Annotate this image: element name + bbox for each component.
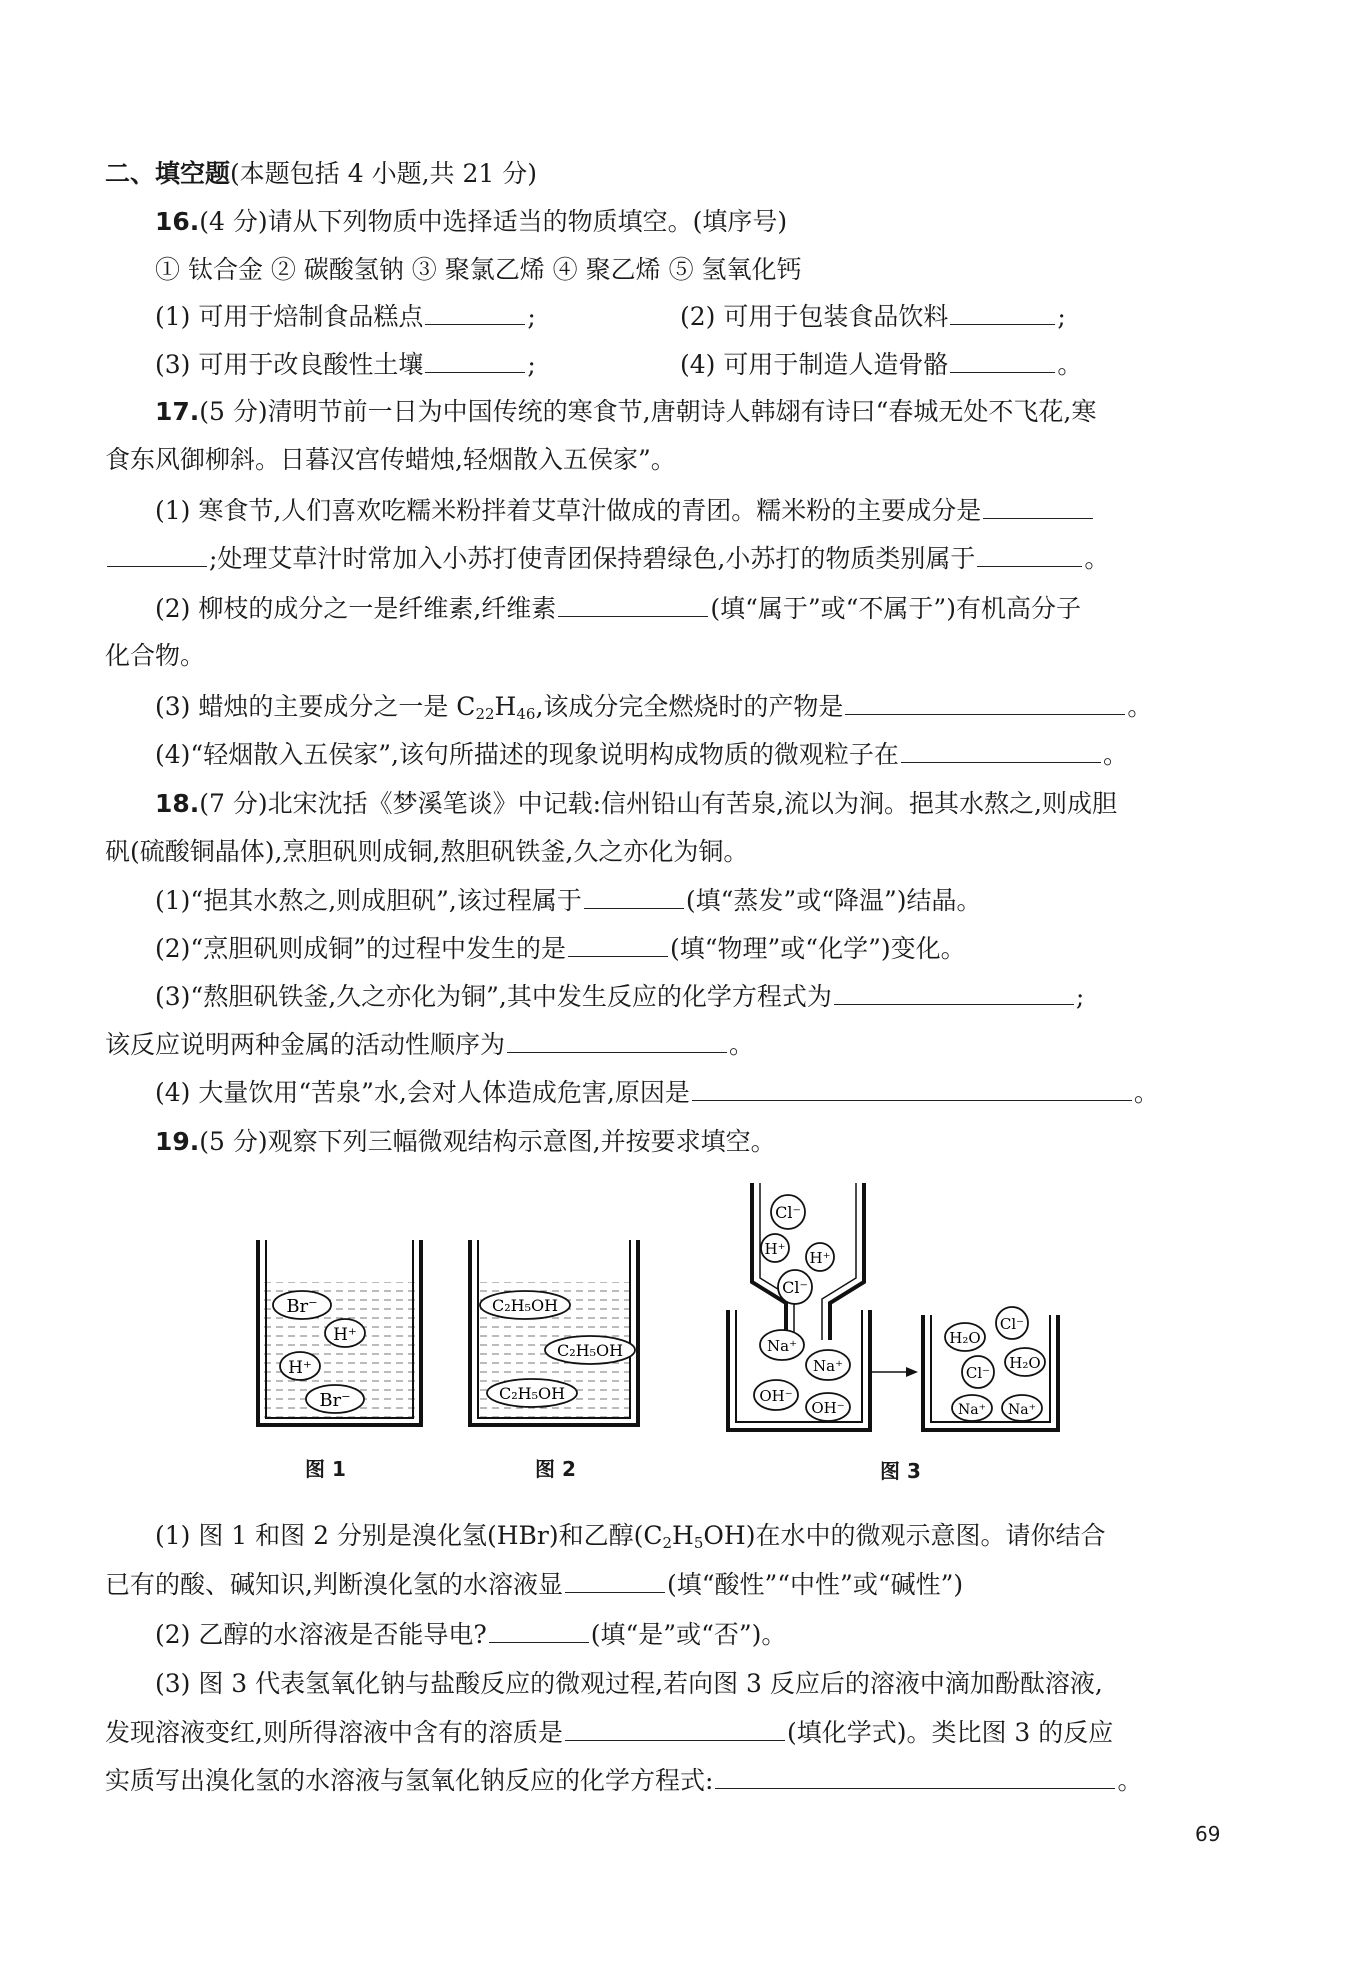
q17-stem-text: (5 分)清明节前一日为中国传统的寒食节,唐朝诗人韩翃有诗曰“春城无处不飞花,寒 [199,397,1097,426]
subscript: 5 [693,1534,704,1552]
q19-stem-text: (5 分)观察下列三幅微观结构示意图,并按要求填空。 [199,1127,776,1156]
q18-part2-text2: (填“物理”或“化学”)变化。 [669,934,966,963]
ion-label: OH⁻ [811,1399,845,1417]
subscript: 22 [475,705,495,723]
q19-part3-cont2 [105,1762,1142,1799]
punct: 。 [1102,740,1128,769]
q19-part1-text2: OH)在水中的微观示意图。请你结合 [703,1521,1106,1550]
molecule-label: C₂H₅OH [491,1296,559,1315]
ion-label: H⁺ [288,1358,312,1378]
q19-part1-text: (1) 图 1 和图 2 分别是溴化氢(HBr)和乙醇(C [155,1521,663,1550]
punct: 。 [1133,1078,1159,1107]
q19-part1-text3: 已有的酸、碱知识,判断溴化氢的水溶液显 [105,1570,563,1599]
figure3-left-beaker [728,1310,870,1430]
subscript: 46 [516,705,536,723]
q17-part2-text: (2) 柳枝的成分之一是纤维素,纤维素 [155,594,557,623]
q16-stem-text: (4 分)请从下列物质中选择适当的物质填空。(填序号) [199,207,788,236]
q16-part4-text: (4) 可用于制造人造骨骼 [680,350,949,379]
q19-part3-cont [105,1714,1113,1751]
q19-number: 19. [155,1127,200,1156]
figure3-funnel [752,1183,864,1340]
formula-letter: H [494,692,517,721]
q17-part3-text: (3) 蜡烛的主要成分之一是 C [155,692,476,721]
q16-part3-text: (3) 可用于改良酸性土壤 [155,350,424,379]
q17-part4-text: (4)“轻烟散入五侯家”,该句所描述的现象说明构成物质的微观粒子在 [155,740,899,769]
subscript: 2 [662,1534,673,1552]
q17-part2-text2: (填“属于”或“不属于”)有机高分子 [710,594,1081,623]
q18-part1-text2: (填“蒸发”或“降温”)结晶。 [685,886,982,915]
q19-part3-text3: 实质写出溴化氢的水溶液与氢氧化钠反应的化学方程式: [105,1766,714,1795]
ion-label: Cl⁻ [782,1278,808,1297]
ion-label: Na⁺ [958,1402,986,1418]
ion-label: OH⁻ [759,1387,793,1405]
q17-part1-text2: ;处理艾草汁时常加入小苏打使青团保持碧绿色,小苏打的物质类别属于 [209,544,976,573]
q16-part1-text: (1) 可用于焙制食品糕点 [155,302,424,331]
ion-label: Cl⁻ [775,1203,801,1222]
answer-blank[interactable] [565,1714,785,1741]
q19-part3-text2: (填化学式)。类比图 3 的反应 [786,1718,1114,1747]
q19-part2 [155,1616,786,1653]
punct: ; [527,302,536,331]
ion-label: Cl⁻ [999,1315,1025,1333]
section-note: (本题包括 4 小题,共 21 分) [230,159,537,188]
q17-part2-cont: 化合物。 [105,641,206,670]
q17-stem-cont: 食东风御柳斜。日暮汉宫传蜡烛,轻烟散入五侯家”。 [105,445,676,474]
answer-blank[interactable] [715,1762,1115,1789]
ion-label: H⁺ [809,1249,831,1267]
figure1-caption: 图 1 [305,1457,346,1481]
q19-part1 [155,1518,1105,1561]
q17-part3-text2: ,该成分完全燃烧时的产物是 [535,692,844,721]
ion-label: Br⁻ [319,1390,351,1411]
molecule-label: C₂H₅OH [498,1384,566,1403]
punct: 。 [1057,350,1083,379]
q19-part2-text: (2) 乙醇的水溶液是否能导电? [155,1620,487,1649]
punct: 。 [1084,544,1110,573]
ion-label: Na⁺ [813,1357,843,1375]
q18-stem-text: (7 分)北宋沈括《梦溪笔谈》中记载:信州铅山有苦泉,流以为涧。挹其水熬之,则成胆 [199,789,1117,818]
ion-label: Na⁺ [1008,1402,1036,1418]
punct: ; [1075,982,1085,1011]
q19-part1-text4: (填“酸性”“中性”或“碱性”) [666,1570,964,1599]
reaction-arrow [872,1367,918,1377]
figure2-beaker [470,1240,638,1425]
q18-part3-text: (3)“熬胆矾铁釜,久之亦化为铜”,其中发生反应的化学方程式为 [155,982,832,1011]
ion-label: H⁺ [764,1240,786,1258]
q19-part2-text2: (填“是”或“否”)。 [590,1620,787,1649]
punct: ; [1057,302,1066,331]
figure1-beaker [258,1240,421,1425]
q16-part2-text: (2) 可用于包装食品饮料 [680,302,949,331]
molecule-label: H₂O [1009,1354,1041,1372]
q18-part2-text: (2)“烹胆矾则成铜”的过程中发生的是 [155,934,566,963]
ion-label: Cl⁻ [965,1364,991,1382]
section-title: 二、填空题 [105,159,231,188]
q18-number: 18. [155,789,200,818]
figure3-right-beaker [923,1307,1058,1430]
punct: ; [527,350,536,379]
punct: 。 [1117,1766,1143,1795]
q18-stem-cont: 矾(硫酸铜晶体),烹胆矾则成铜,熬胆矾铁釜,久之亦化为铜。 [105,837,749,866]
ion-label: Br⁻ [286,1296,318,1317]
page-number: 69 [1195,1822,1221,1846]
molecule-label: H₂O [949,1329,981,1347]
ion-label: Na⁺ [767,1337,797,1355]
q16-options: ① 钛合金 ② 碳酸氢钠 ③ 聚氯乙烯 ④ 聚乙烯 ⑤ 氢氧化钙 [155,255,802,284]
q17-number: 17. [155,397,200,426]
formula-letter: H [672,1521,694,1550]
answer-blank[interactable] [565,1566,665,1593]
q18-part1-text: (1)“挹其水熬之,则成胆矾”,该过程属于 [155,886,582,915]
punct: 。 [1127,692,1153,721]
molecule-label: C₂H₅OH [556,1341,624,1360]
figure3-caption: 图 3 [880,1459,921,1483]
q19-part3: (3) 图 3 代表氢氧化钠与盐酸反应的微观过程,若向图 3 反应后的溶液中滴加酚酞溶液, [155,1669,1103,1698]
q19-part3-text: 发现溶液变红,则所得溶液中含有的溶质是 [105,1718,563,1747]
q19-part1-cont [105,1566,963,1603]
q16-number: 16. [155,207,200,236]
q18-part3-text2: 该反应说明两种金属的活动性顺序为 [105,1030,506,1059]
q17-part1-text: (1) 寒食节,人们喜欢吃糯米粉拌着艾草汁做成的青团。糯米粉的主要成分是 [155,496,982,525]
punct: 。 [729,1030,755,1059]
q18-part4-text: (4) 大量饮用“苦泉”水,会对人体造成危害,原因是 [155,1078,690,1107]
answer-blank[interactable] [489,1616,589,1643]
figure2-caption: 图 2 [535,1457,576,1481]
ion-label: H⁺ [333,1325,357,1345]
